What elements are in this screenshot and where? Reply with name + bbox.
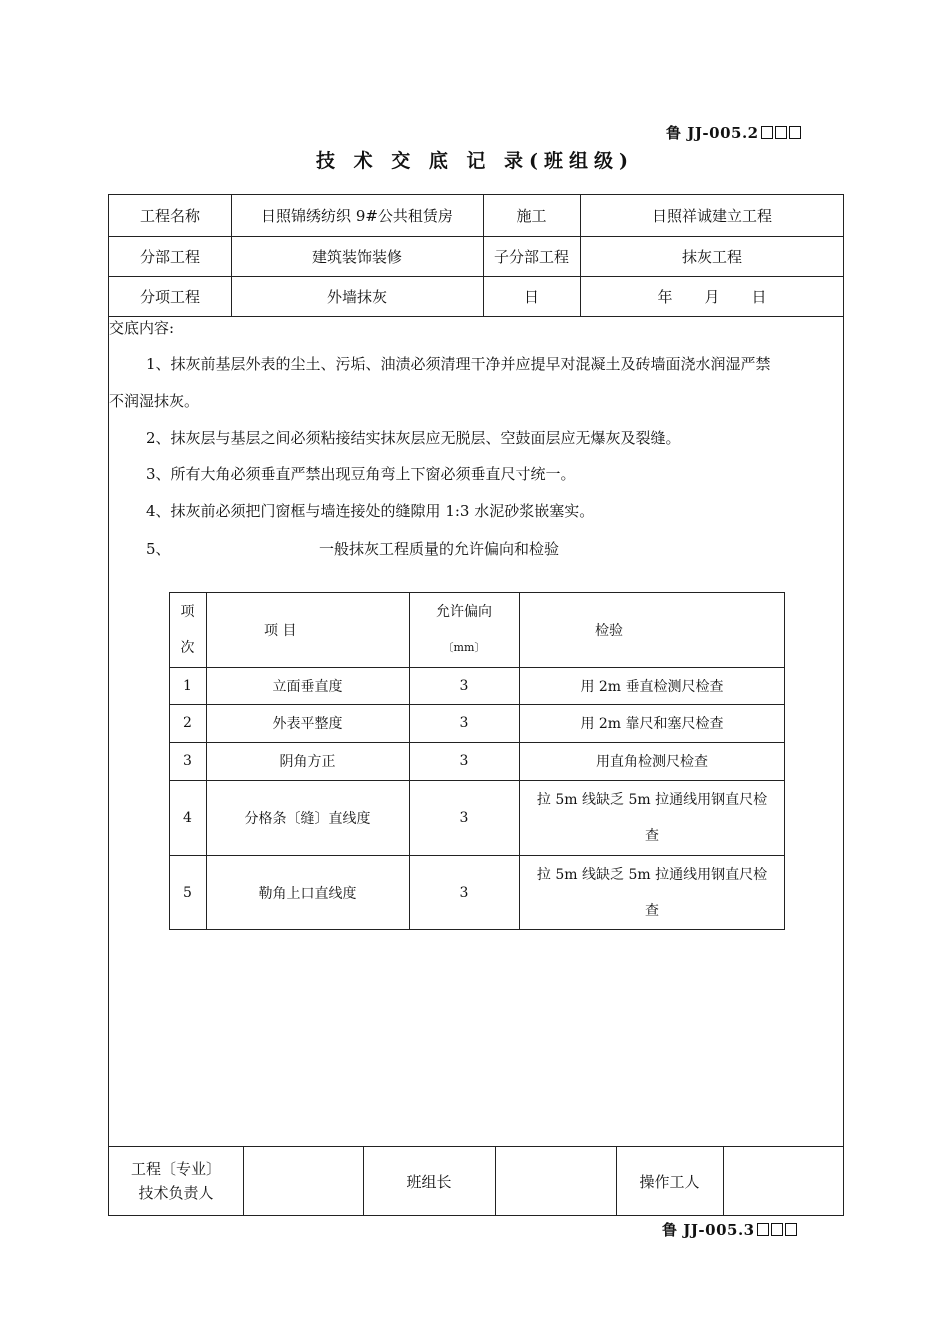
row-1-item: 立面垂直度 (272, 678, 343, 695)
row-3-item: 阴角方正 (279, 754, 336, 770)
row-5-tolerance: 3 (459, 884, 469, 901)
row-1-check: 用 2m 垂直检测尺检查 (580, 678, 724, 695)
header-seq: 项 次 (180, 603, 195, 656)
row-4-tolerance: 3 (459, 809, 469, 826)
record-form (108, 194, 844, 1216)
content-item-4: 4、抹灰前必须把门窗框与墙连接处的缝隙用 1:3 水泥砂浆嵌塞实。 (146, 502, 595, 520)
content-item-1-line-2: 不润湿抹灰。 (109, 392, 200, 410)
row-4-check: 拉 5m 线缺乏 5m 拉通线用钢直尺检 查 (536, 791, 768, 844)
row-2-tolerance: 3 (459, 715, 469, 731)
row-3-seq: 3 (183, 753, 192, 769)
document-code-bottom: 鲁 JJ-005.3 (662, 1219, 797, 1240)
content-item-1-line-1: 1、抹灰前基层外表的尘土、污垢、油渍必须清理干净并应提早对混凝土及砖墙面浇水润湿严禁 (146, 355, 771, 373)
row-1-tolerance: 3 (459, 677, 469, 694)
document-title: 技 术 交 底 记 录(班组级) (315, 150, 635, 172)
subdivision-label: 子分部工程 (493, 247, 569, 266)
row-2-seq: 2 (183, 715, 192, 731)
row-3-check: 用直角检测尺检查 (596, 754, 708, 770)
construction-value: 日照祥诚建立工程 (651, 207, 772, 225)
content-item-3: 3、所有大角必须垂直严禁出现豆角弯上下窗必须垂直尺寸统一。 (146, 465, 576, 483)
team-leader-signature (495, 1146, 616, 1216)
date-value (580, 276, 844, 316)
tech-lead-signature (243, 1146, 363, 1216)
date-label: 日 (523, 287, 539, 306)
row-5-item: 勒角上口直线度 (258, 885, 357, 902)
row-1-seq: 1 (183, 677, 192, 694)
tolerance-table (169, 592, 785, 930)
row-2-check: 用 2m 靠尺和塞尺检查 (580, 716, 724, 732)
subdivision-value: 抹灰工程 (681, 247, 742, 266)
project-name-label: 工程名称 (139, 207, 200, 225)
content-item-5-number: 5、 (146, 540, 171, 558)
row-3-tolerance: 3 (459, 753, 469, 769)
operator-signature (723, 1146, 844, 1216)
content-item-5-text: 一般抹灰工程质量的允许偏向和检验 (319, 540, 560, 558)
item-label: 分项工程 (139, 287, 200, 306)
header-tolerance: 允许偏向 〔mm〕 (436, 603, 492, 654)
team-leader-label: 班组长 (406, 1172, 452, 1191)
construction-label: 施工 (516, 207, 547, 225)
row-5-check: 拉 5m 线缺乏 5m 拉通线用钢直尺检 查 (536, 866, 768, 919)
division-label: 分部工程 (139, 247, 200, 266)
row-5-seq: 5 (183, 884, 192, 901)
tech-lead-label: 工程〔专业〕 技术负责人 (130, 1160, 221, 1202)
row-4-item: 分格条〔缝〕直线度 (244, 810, 371, 827)
content-heading: 交底内容: (109, 319, 175, 337)
row-4-seq: 4 (183, 809, 192, 826)
date-day: 日 (751, 287, 767, 306)
project-name-value: 日照锦绣纺织 9#公共租赁房 (261, 207, 453, 225)
date-year: 年 (657, 287, 673, 306)
content-item-2: 2、抹灰层与基层之间必须粘接结实抹灰层应无脱层、空鼓面层应无爆灰及裂缝。 (146, 429, 681, 447)
row-2-item: 外表平整度 (272, 716, 343, 732)
header-item: 项 目 (264, 622, 297, 639)
header-check: 检验 (595, 622, 623, 639)
item-value: 外墙抹灰 (326, 287, 387, 306)
date-month: 月 (704, 287, 720, 306)
operator-label: 操作工人 (639, 1172, 700, 1191)
document-code-top: 鲁 JJ-005.2 (666, 122, 801, 143)
division-value: 建筑装饰装修 (311, 247, 402, 266)
